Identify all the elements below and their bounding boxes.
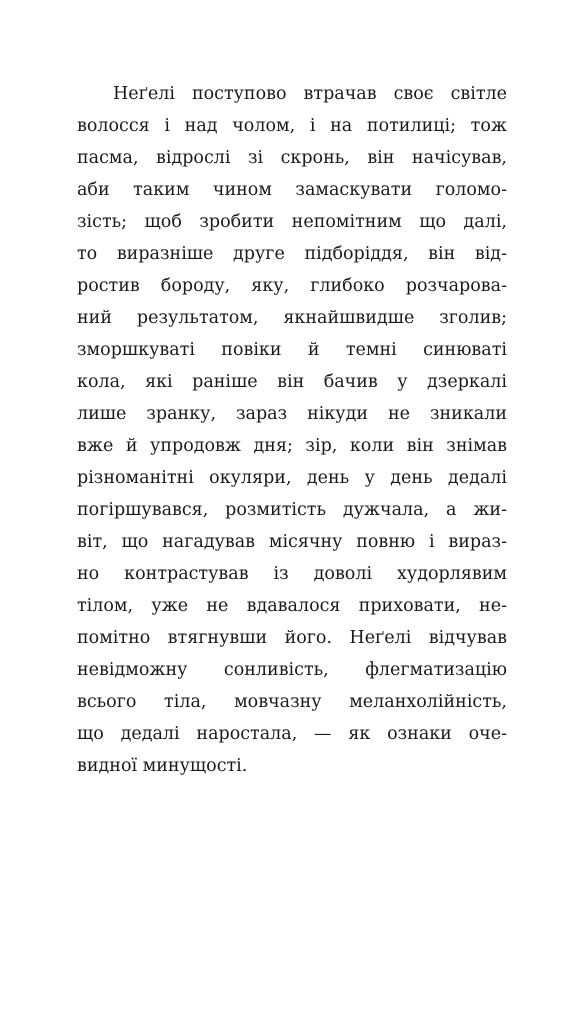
text-line: що дедалі наростала, — як ознаки оче- (77, 724, 507, 744)
text-line: Неґелі поступово втрачав своє світле (113, 84, 507, 104)
text-line: тілом, уже не вдавалося приховати, не- (77, 596, 507, 616)
text-line: аби таким чином замаскувати голомо- (77, 180, 507, 200)
text-line: зморшкуваті повіки й темні синюваті (77, 340, 507, 360)
text-line: пасма, відрослі зі скронь, він начісував, (77, 148, 507, 168)
text-line: волосся і над чолом, і на потилиці; тож (77, 116, 507, 136)
text-line: погіршувався, розмитість дужчала, а жи- (77, 500, 507, 520)
text-line: вже й упродовж дня; зір, коли він знімав (77, 436, 507, 456)
text-line: видної минущості. (77, 756, 248, 776)
text-line: ний результатом, якнайшвидше зголив; (77, 308, 507, 328)
text-line: віт, що нагадував місячну повню і вираз- (77, 532, 507, 552)
text-line: помітно втягнувши його. Неґелі відчував (77, 628, 507, 648)
text-line: зість; щоб зробити непомітним що далі, (77, 212, 507, 232)
text-line: то виразніше друге підборіддя, він від- (77, 244, 507, 264)
paragraph (77, 78, 507, 782)
text-line: невідможну сонливість, флегматизацію (77, 660, 507, 680)
text-line: кола, які раніше він бачив у дзеркалі (77, 372, 507, 392)
text-line: ростив бороду, яку, глибоко розчарова- (77, 276, 507, 296)
text-line: но контрастував із доволі худорлявим (77, 564, 507, 584)
text-line: всього тіла, мовчазну меланхолійність, (77, 692, 507, 712)
text-line: лише зранку, зараз нікуди не зникали (77, 404, 507, 424)
text-line: різноманітні окуляри, день у день дедалі (77, 468, 507, 488)
